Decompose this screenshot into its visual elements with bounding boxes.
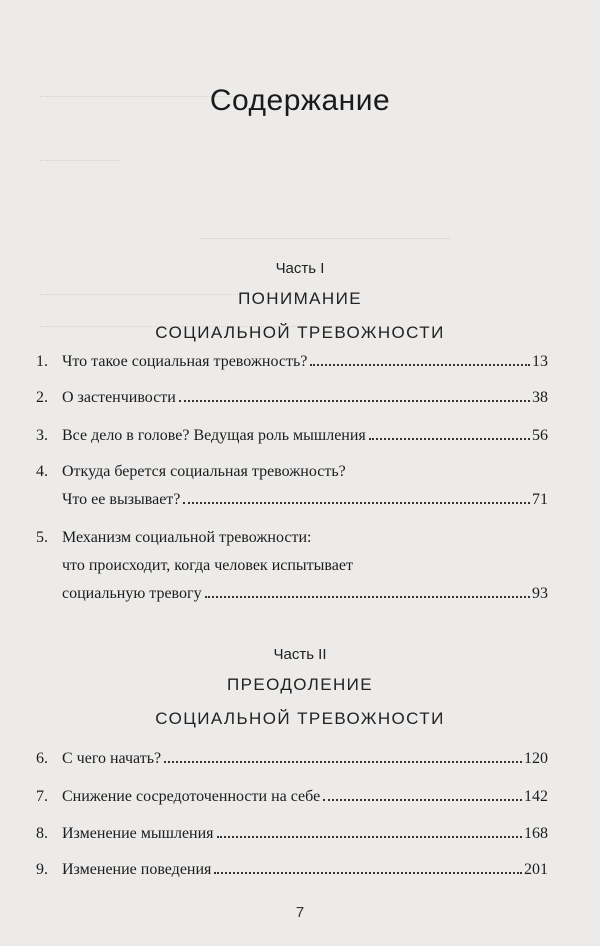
leader-dots	[183, 502, 530, 504]
toc-entry-8[interactable]	[36, 820, 548, 848]
entry-title-line: Что ее вызывает?	[62, 491, 181, 508]
page-title: Содержание	[209, 84, 391, 117]
toc-entry-6[interactable]	[36, 745, 548, 773]
entry-title: Все дело в голове? Ведущая роль мышления	[62, 427, 366, 444]
entry-number: 8.	[36, 825, 48, 842]
entry-page: 56	[532, 427, 548, 444]
entry-number: 2.	[36, 389, 48, 406]
entry-number: 4.	[36, 463, 48, 480]
entry-page: 13	[532, 353, 548, 370]
leader-dots	[214, 872, 522, 874]
entry-page: 38	[532, 389, 548, 406]
part-2-title-line-1: ПРЕОДОЛЕНИЕ	[226, 675, 374, 694]
toc-entry-3[interactable]	[36, 422, 548, 450]
entry-title: Изменение поведения	[62, 861, 212, 878]
page-number: 7	[295, 904, 305, 921]
leader-dots	[323, 799, 522, 801]
part-2-title	[0, 668, 600, 736]
entry-title: Изменение мышления	[62, 825, 214, 842]
leader-dots	[205, 596, 530, 598]
entry-page: 71	[532, 491, 548, 508]
leader-dots	[217, 836, 522, 838]
leader-dots	[179, 400, 530, 402]
entry-page: 201	[524, 861, 548, 878]
entry-number: 6.	[36, 750, 48, 767]
toc-entry-4[interactable]	[36, 458, 548, 514]
toc-entry-1[interactable]	[36, 348, 548, 376]
part-1-title-line-2: СОЦИАЛЬНОЙ ТРЕВОЖНОСТИ	[155, 323, 445, 342]
entry-number: 5.	[36, 529, 48, 546]
entry-number: 7.	[36, 788, 48, 805]
toc-entry-2[interactable]	[36, 384, 548, 412]
toc-entry-5[interactable]	[36, 524, 548, 608]
show-through-rule-3	[200, 238, 450, 239]
entry-title-line: что происходит, когда человек испытывает	[62, 557, 353, 574]
part-1-title-line-1: ПОНИМАНИЕ	[238, 289, 362, 308]
entry-title-line: социальную тревогу	[62, 585, 202, 602]
entry-title: О застенчивости	[62, 389, 176, 406]
entry-title: Снижение сосредоточенности на себе	[62, 788, 321, 805]
entry-page: 120	[524, 750, 548, 767]
entry-number: 3.	[36, 427, 48, 444]
part-1-label: Часть I	[275, 260, 325, 277]
entry-page: 168	[524, 825, 548, 842]
entry-title: С чего начать?	[62, 750, 162, 767]
toc-entry-7[interactable]	[36, 783, 548, 811]
part-1-title	[0, 282, 600, 350]
leader-dots	[164, 761, 522, 763]
entry-number: 1.	[36, 353, 48, 370]
entry-title-line: Откуда берется социальная тревожность?	[62, 463, 346, 480]
entry-number: 9.	[36, 861, 48, 878]
entry-page: 93	[532, 585, 548, 602]
toc-entry-9[interactable]	[36, 856, 548, 884]
entry-page: 142	[524, 788, 548, 805]
leader-dots	[310, 364, 530, 366]
part-2-title-line-2: СОЦИАЛЬНОЙ ТРЕВОЖНОСТИ	[155, 709, 445, 728]
show-through-rule-2	[40, 160, 120, 161]
entry-title: Что такое социальная тревожность?	[62, 353, 308, 370]
entry-title-line: Механизм социальной тревожности:	[62, 529, 312, 546]
leader-dots	[369, 438, 530, 440]
part-2-label: Часть II	[273, 646, 327, 663]
